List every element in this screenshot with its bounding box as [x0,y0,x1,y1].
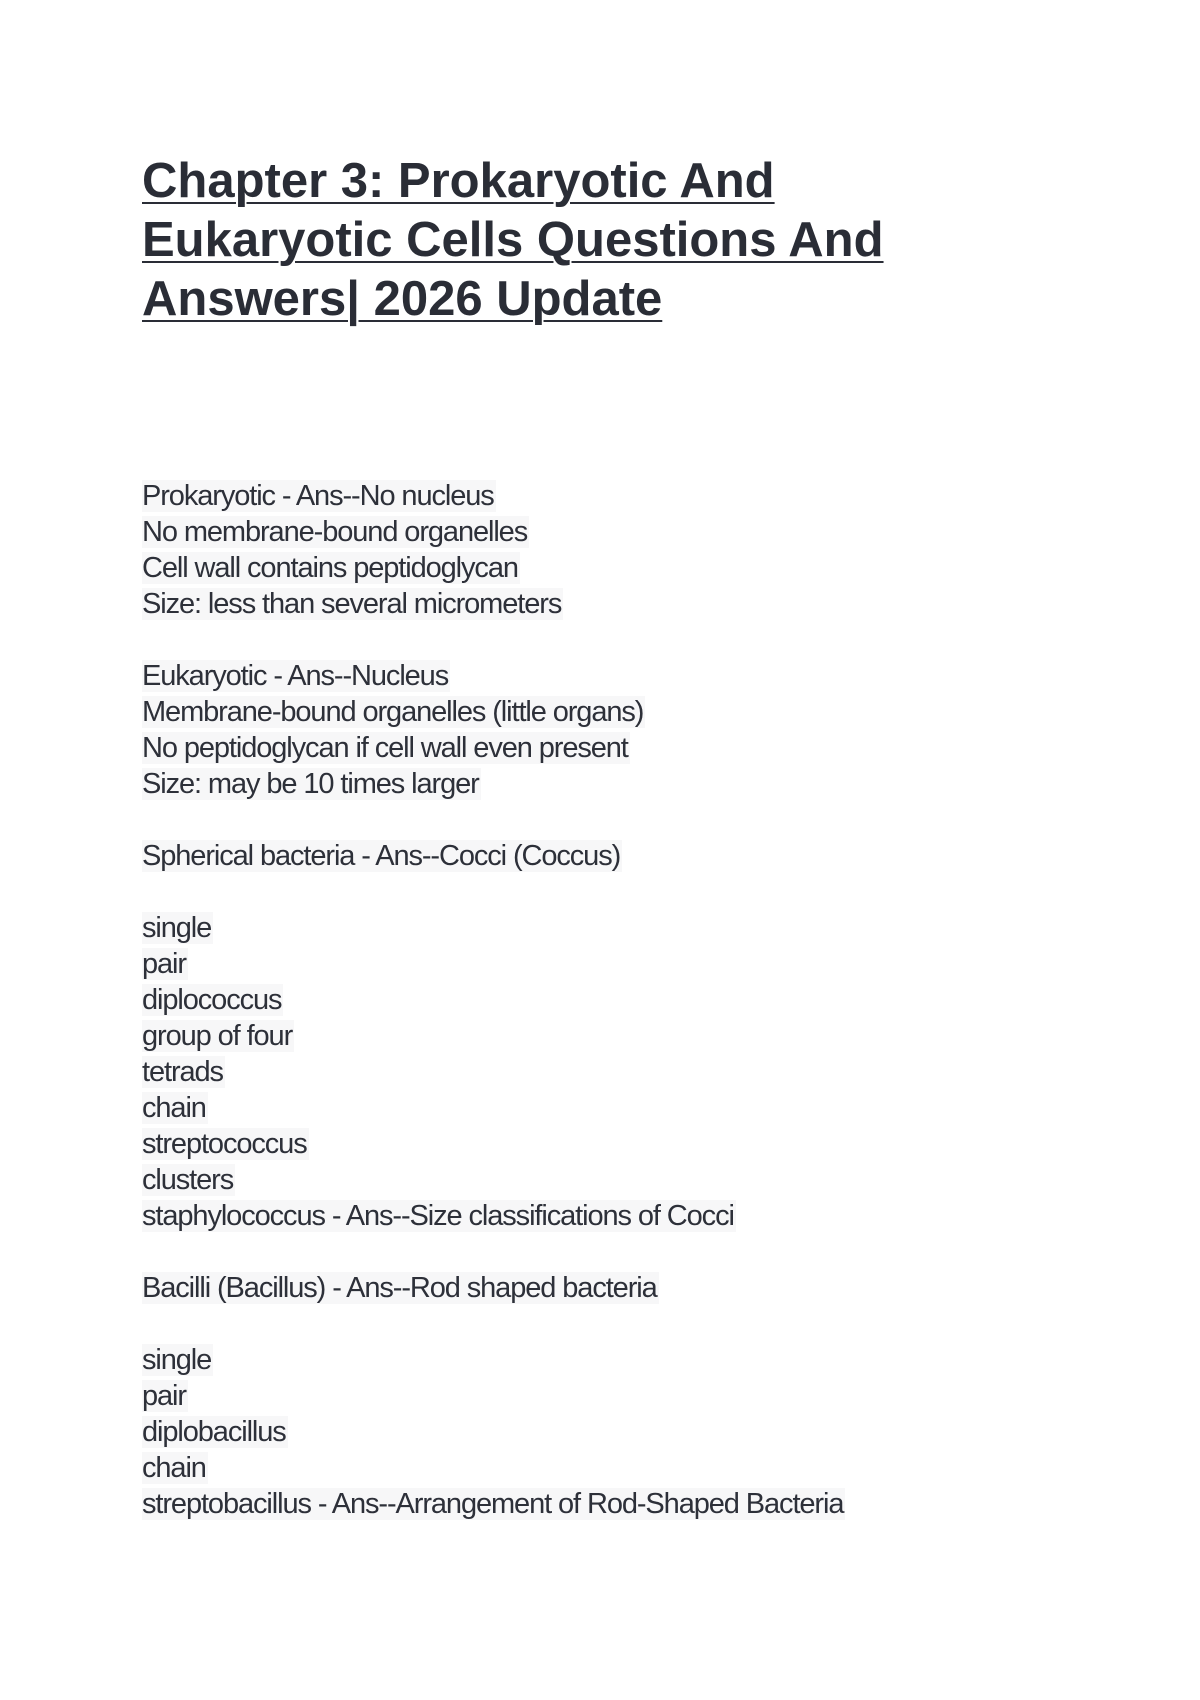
text-line-content: Spherical bacteria - Ans--Cocci (Coccus) [142,840,621,872]
qa-block-prokaryotic [142,478,1092,622]
text-line-content: pair [142,948,186,980]
text-line [142,1162,1092,1198]
text-line [142,1342,1092,1378]
text-line [142,694,1092,730]
text-line-content: Eukaryotic - Ans--Nucleus [142,660,449,692]
qa-block-eukaryotic [142,658,1092,802]
text-line-content: chain [142,1452,206,1484]
text-line-content: Bacilli (Bacillus) - Ans--Rod shaped bacteria [142,1272,657,1304]
text-line [142,1054,1092,1090]
text-line [142,1414,1092,1450]
text-line [142,1450,1092,1486]
qa-block-bacilli-arrangement [142,1342,1092,1522]
text-line-content: No membrane-bound organelles [142,516,528,548]
text-line-content: Cell wall contains peptidoglycan [142,552,518,584]
text-line [142,946,1092,982]
text-line-content: Membrane-bound organelles (little organs) [142,696,644,728]
title-line: Chapter 3: Prokaryotic And [142,154,775,208]
text-line [142,1270,1092,1306]
text-line [142,514,1092,550]
text-line [142,1486,1092,1522]
text-line-content: streptobacillus - Ans--Arrangement of Rod-Shaped Bacteria [142,1488,844,1520]
title-line: Answers| 2026 Update [142,272,663,326]
text-line [142,658,1092,694]
text-line-content: Size: may be 10 times larger [142,768,479,800]
text-line-content: diplococcus [142,984,282,1016]
text-line [142,550,1092,586]
text-line [142,1018,1092,1054]
text-line [142,766,1092,802]
text-line-content: chain [142,1092,206,1124]
text-line [142,982,1092,1018]
text-line [142,1198,1092,1234]
text-line [142,730,1092,766]
qa-block-cocci-classifications [142,910,1092,1234]
text-line-content: tetrads [142,1056,223,1088]
text-line [142,910,1092,946]
text-line-content: Prokaryotic - Ans--No nucleus [142,480,494,512]
text-line [142,1090,1092,1126]
title-line: Eukaryotic Cells Questions And [142,213,884,267]
text-line-content: clusters [142,1164,234,1196]
text-line [142,478,1092,514]
text-line-content: group of four [142,1020,293,1052]
text-line [142,838,1092,874]
text-line-content: pair [142,1380,186,1412]
document-title [142,152,942,329]
qa-block-spherical-bacteria [142,838,1092,874]
qa-content [142,478,1092,1558]
text-line-content: staphylococcus - Ans--Size classifications of Cocci [142,1200,734,1232]
text-line [142,1126,1092,1162]
text-line-content: single [142,912,212,944]
text-line-content: No peptidoglycan if cell wall even present [142,732,628,764]
text-line-content: diplobacillus [142,1416,286,1448]
text-line-content: Size: less than several micrometers [142,588,562,620]
text-line [142,586,1092,622]
text-line [142,1378,1092,1414]
text-line-content: single [142,1344,212,1376]
qa-block-bacilli [142,1270,1092,1306]
text-line-content: streptococcus [142,1128,307,1160]
